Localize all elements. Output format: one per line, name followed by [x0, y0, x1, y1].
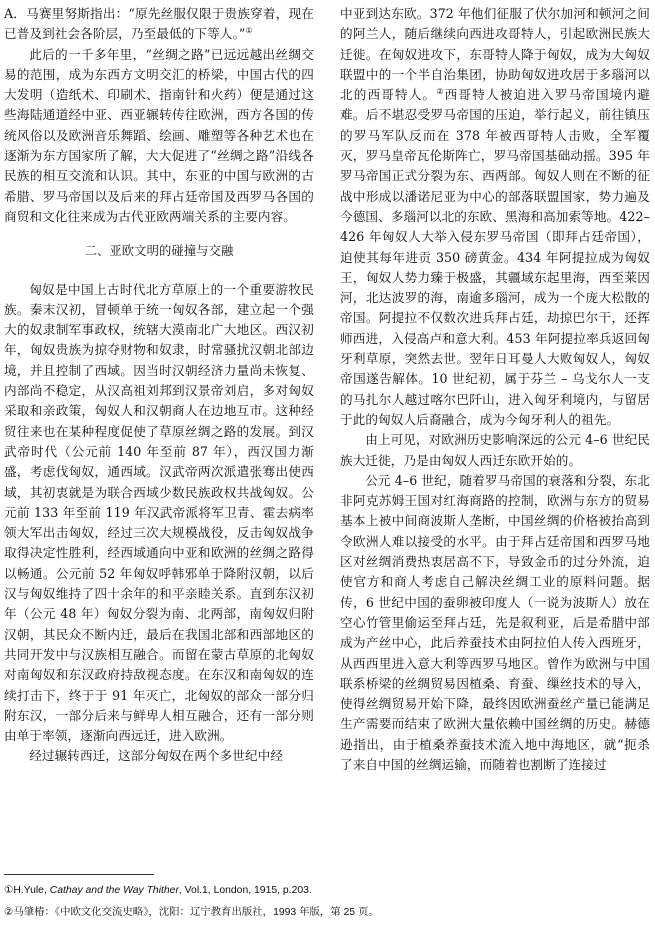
- paragraph-xiongnu: 匈奴是中国上古时代北方草原上的一个重要游牧民族。秦末汉初，冒顿单于统一匈奴各部，建立起一个强大的奴隶制军事政权，统辖大漠南北广大地区。西汉初年，匈奴贵族为掠夺财物和奴隶，时常骚扰汉朝北部边境，并且控制了西域。因当时汉朝经济力量尚未恢复、内部尚不稳定，从汉高祖刘邦到汉景帝刘启，多对匈奴采取和亲政策，匈奴人和汉朝商人在边地互市。这种经贸往来也在某种程度促使了草原丝绸之路的发展。到汉武帝时代（公元前 140 年至前 87 年），西汉国力渐盛，考虑伐匈奴，通西域。汉武帝两次派遣张骞出使西域，其初衷就是为联合西域少数民族政权共战匈奴。公元前 133 年至前 119 年汉武帝派将军卫青、霍去病率领大军出击匈奴，经过三次大规模战役，反击匈奴战争取得决定性胜利，经西域通向中亚和欧洲的丝绸之路得以畅通。公元前 52 年匈奴呼韩邪单于降附汉朝，以后汉与匈奴维持了四十余年的和平亲睦关系。直到东汉初年（公元 48 年）匈奴分裂为南、北两部，南匈奴归附汉朝，其民众不断内迁，最后在我国北部和西部地区的共同开发中与汉族相互融合。而留在蒙古草原的北匈奴对南匈奴和东汉政府持敌视态度。在东汉和南匈奴的连续打击下，终于于 91 年灭亡，北匈奴的部众一部分归附东汉，一部分后来与鲜卑人相互融合，还有一部分则由单于率领，逐渐向西远迁，进入欧洲。: [4, 281, 314, 744]
- footnote-details: , Vol.1, London, 1915, p.203.: [178, 885, 312, 896]
- footnote-mark: ①: [4, 885, 14, 896]
- paragraph-continued: [340, 4, 650, 430]
- left-column: [4, 4, 314, 767]
- footnote-ref-1[interactable]: ①: [245, 26, 253, 36]
- paragraph-quote: [4, 4, 314, 45]
- section-heading: 二、亚欧文明的碰撞与交融: [84, 244, 234, 259]
- paragraph-silk-trade: 公元 4–6 世纪，随着罗马帝国的衰落和分裂，东北非阿克苏姆王国对红海商路的控制，欧洲与东方的贸易基本上被中间商波斯人垄断，中国丝绸的价格被抬高到令欧洲人难以接受的水平。由于拜占廷帝国和西罗马地区对丝绸消费热衷居高不下，导致金币的过分外流，迫使官方和商人考虑自己解决丝绸工业的原料问题。据传，6 世纪中国的蚕卵被印度人（一说为波斯人）放在空心竹管里偷运至拜占廷，先是叙利亚，后是希腊中部成为产丝中心，此后养蚕技术由阿拉伯人传入西班牙，从西西里进入意大利等西罗马地区。曾作为欧洲与中国联系桥梁的丝绸贸易因植桑、育蚕、缫丝技术的导入，使得丝绸贸易开始下降，最终因欧洲蚕丝产量已能满足生产需要而结束了欧洲大量依赖中国丝绸的历史。赫德逊指出，由于植桑养蚕技术流入地中海地区，就“扼杀了来自中国的丝绸运输，而随着也割断了连接过: [340, 472, 650, 772]
- paragraph-text: 中亚到达东欧。372 年他们征服了伏尔加河和顿河之间的阿兰人，随后继续向西进攻哥特人，引起欧洲民族大迁徙。在匈奴进攻下，东哥特人降于匈奴，成为大匈奴联盟中的一个半自治集团，协助匈奴进攻居于多瑙河以北的西哥特人。: [340, 6, 650, 103]
- footnote-2: ②马肇椿：《中欧文化交流史略》，沈阳：辽宁教育出版社，1993 年版，第 25 页。: [4, 907, 379, 918]
- footnote-divider: [4, 874, 154, 875]
- paragraph-text: A．马赛里努斯指出：“原先丝服仅限于贵族穿着，现在已普及到社会各阶层，乃至最低的下等人。”: [4, 6, 314, 42]
- paragraph-summary: 由上可见，对欧洲历史影响深远的公元 4–6 世纪民族大迁徙，乃是由匈奴人西迁东欧开始的。: [340, 432, 650, 468]
- footnotes: [4, 880, 644, 924]
- paragraph-silk-road: 此后的一千多年里，“丝绸之路”已远远越出丝绸交易的范围，成为东西方文明交汇的桥梁，中国古代的四大发明（造纸术、印刷术、指南针和火药）便是通过这些海陆通道经中亚、西亚辗转传往欧洲，西方各国的传统风俗以及欧洲音乐舞蹈、绘画、雕塑等各种艺术也在逐渐为东方国家所了解，大大促进了“丝绸之路”沿线各民族的相互交流和认识。其中，东亚的中国与欧洲的古希腊、罗马帝国以及后来的拜占廷帝国及西罗马各国的商贸和文化往来成为古代亚欧两端关系的主要内容。: [4, 46, 314, 224]
- paragraph-westward: 经过辗转西迁，这部分匈奴在两个多世纪中经: [29, 748, 284, 764]
- footnote-1: [4, 880, 644, 902]
- paragraph-text: 西哥特人被迫进入罗马帝国境内避难。后不堪忍受罗马帝国的压迫，举行起义，前往镇压的罗马军队反而在 378 年被西哥特人击败，全军覆灭，罗马皇帝瓦伦斯阵亡，罗马帝国基础动摇。395 年罗马帝国正式分裂为东、西两部。匈奴人则在不断的征战中形成以潘诺尼亚为中心的部落联盟国家，势力遍及今德国、多瑙河以北的东欧、黑海和高加索等地。422–426 年匈奴人大举入侵东罗马帝国（即拜占廷帝国），迫使其每年进贡 350 磅黄金。434 年阿提拉成为匈奴王，匈奴人势力臻于极盛，其疆域东起里海，西至莱因河，北达波罗的海，南逾多瑙河，成为一个庞大松散的帝国。阿提拉不仅数次进兵拜占廷，劫掠巴尔干，还挥师西进，入侵高卢和意大利。453 年阿提拉率兵返回匈牙利草原，突然去世。翌年日耳曼人大败匈奴人，匈奴帝国遂告解体。10 世纪初，属于芬兰 – 乌戈尔人一支的马扎尔人越过喀尔巴阡山，进入匈牙利境内，与留居于此的匈奴人后裔融合，成为今匈牙利人的祖先。: [340, 87, 651, 427]
- footnote-author: H.Yule,: [13, 885, 50, 896]
- footnote-ref-2[interactable]: ②: [436, 87, 445, 96]
- right-column: [340, 4, 650, 775]
- footnote-book-title: Cathay and the Way Thither: [49, 885, 179, 896]
